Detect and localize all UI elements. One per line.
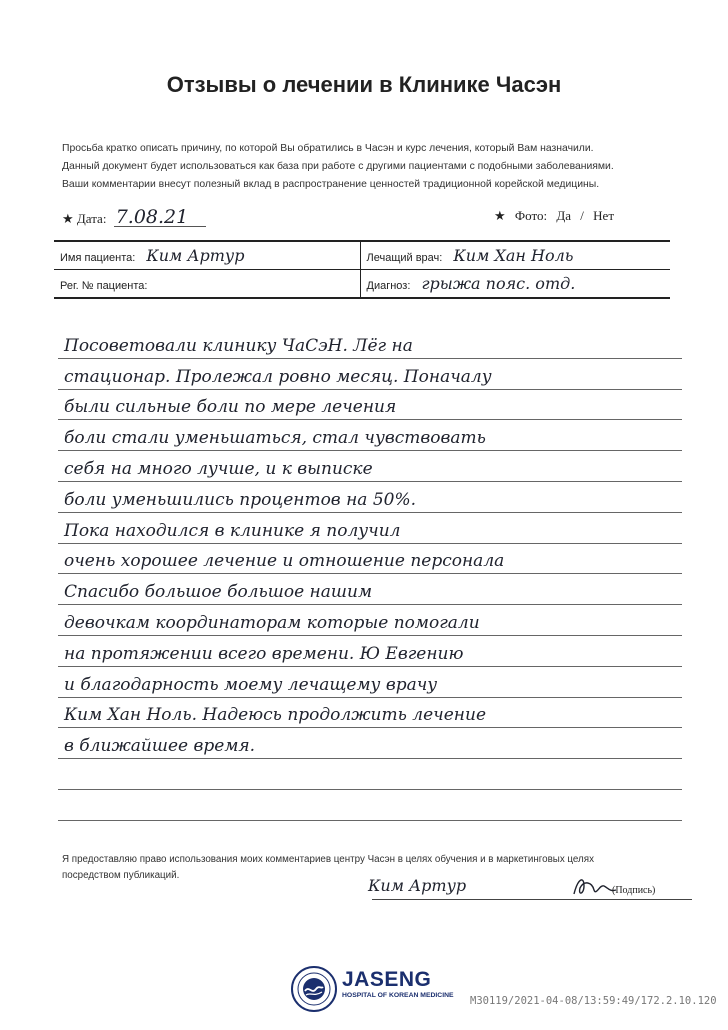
review-text: себя на много лучше, и к выписке (64, 458, 373, 479)
star-icon: ★ (494, 208, 506, 223)
review-line (58, 667, 682, 698)
review-text: стационар. Пролежал ровно месяц. Поначалу (64, 366, 492, 387)
date-value: 7.08.21 (114, 208, 207, 227)
logo-name: JASENG (342, 968, 432, 991)
signature-label: (Подпись) (612, 885, 656, 896)
review-line (58, 359, 682, 390)
photo-option-yes: Да (556, 208, 572, 223)
patient-name-cell (54, 241, 360, 270)
signature-line (372, 899, 692, 900)
patient-name-value: Ким Артур (146, 246, 245, 265)
doctor-value: Ким Хан Ноль (453, 246, 574, 265)
intro-line: Данный документ будет использоваться как база при работе с другими пациентами с подобными заболеваниями. (62, 161, 614, 172)
review-line (58, 513, 682, 544)
review-text: боли уменьшились процентов на 50%. (64, 489, 417, 510)
review-text: боли стали уменьшаться, стал чувствовать (64, 428, 486, 449)
review-text: очень хорошее лечение и отношение персонала (64, 551, 505, 572)
review-line (58, 698, 682, 729)
intro-line: Просьба кратко описать причину, по которой Вы обратились в Часэн и курс лечения, который Вам назначили. (62, 143, 594, 154)
doctor-label: Лечащий врач: (366, 252, 443, 264)
patient-info-table (54, 240, 670, 299)
review-text: девочкам координаторам которые помогали (64, 612, 480, 633)
date-label: Дата: (76, 211, 107, 226)
photo-row (488, 208, 614, 224)
review-line (58, 790, 682, 821)
page-title: Отзывы о лечении в Клинике Часэн (166, 72, 562, 97)
doctor-cell (360, 241, 670, 270)
review-line (58, 605, 682, 636)
review-text: Спасибо большое большое нашим (64, 582, 373, 603)
document-stamp: M30119/2021-04-08/13:59:49/172.2.10.120 (470, 995, 717, 1007)
review-text: Посоветовали клинику ЧаСэН. Лёг на (64, 335, 413, 356)
intro-text (62, 140, 702, 194)
review-text: на протяжении всего времени. Ю Евгению (64, 643, 464, 664)
diagnosis-cell (360, 270, 670, 299)
intro-line: Ваши комментарии внесут полезный вклад в распространение ценностей традиционной корейской медицины. (62, 179, 600, 190)
review-text: были сильные боли по мере лечения (64, 397, 397, 418)
review-text: и благодарность моему лечащему врачу (64, 674, 438, 695)
review-line (58, 482, 682, 513)
review-text: Пока находился в клинике я получил (64, 520, 401, 541)
reg-number-cell (54, 270, 360, 299)
patient-name-label: Имя пациента: (60, 252, 136, 264)
photo-label: Фото: (514, 208, 548, 223)
star-icon: ★ (62, 211, 74, 226)
review-line (58, 420, 682, 451)
consent-line: посредством публикаций. (62, 870, 180, 881)
review-line (58, 451, 682, 482)
diagnosis-value: грыжа пояс. отд. (421, 274, 576, 293)
consent-line: Я предоставляю право использования моих комментариев центру Часэн в целях обучения и в маркетинговых целях (62, 854, 594, 865)
signature-name: Ким Артур (368, 876, 467, 895)
photo-separator: / (580, 208, 584, 223)
diagnosis-label: Диагноз: (366, 280, 411, 292)
signature-scribble-icon (570, 874, 618, 900)
review-line (58, 759, 682, 790)
review-text: Ким Хан Ноль. Надеюсь продолжить лечение (64, 705, 487, 726)
review-lines (58, 328, 682, 821)
review-line (58, 544, 682, 575)
review-text: в ближайшее время. (64, 736, 256, 757)
date-row (62, 208, 206, 227)
review-line (58, 728, 682, 759)
review-line (58, 328, 682, 359)
review-line (58, 636, 682, 667)
review-line (58, 574, 682, 605)
reg-number-label: Рег. № пациента: (60, 280, 148, 292)
photo-option-no: Нет (593, 208, 614, 223)
jaseng-emblem-icon (290, 965, 338, 1013)
review-line (58, 390, 682, 421)
logo-subtitle: HOSPITAL OF KOREAN MEDICINE (342, 992, 454, 999)
